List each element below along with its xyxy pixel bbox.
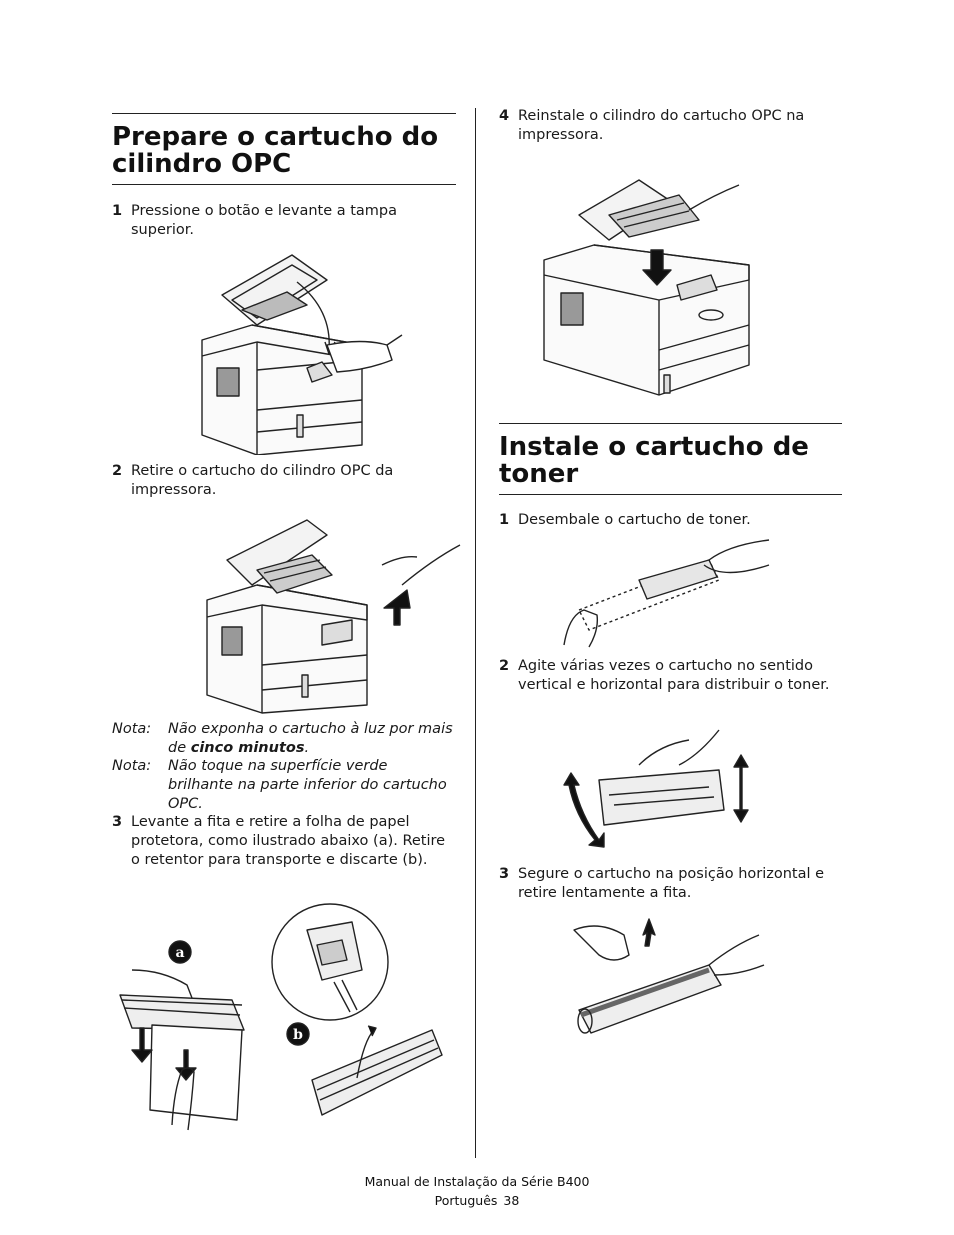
step-number: 1 bbox=[499, 512, 510, 528]
step-2-opc bbox=[112, 462, 456, 500]
note-green-surface bbox=[112, 757, 456, 814]
shake-toner-illustration bbox=[559, 725, 759, 850]
callout-b-label: b bbox=[293, 1027, 303, 1043]
step-text: Levante a fita e retire a folha de papel protetora, como ilustrado abaixo (a). Retire o retentor para transporte e discarte (b). bbox=[131, 814, 446, 868]
remove-drum-illustration bbox=[202, 515, 462, 715]
heading-line-2: cilindro OPC bbox=[112, 149, 292, 179]
printer-open-lid-illustration bbox=[197, 250, 467, 455]
step-text: Segure o cartucho na posição horizontal e retire lentamente a fita. bbox=[518, 866, 825, 901]
step-number: 3 bbox=[499, 866, 510, 882]
heading-line-1: Prepare o cartucho do bbox=[112, 122, 439, 152]
step-number: 4 bbox=[499, 108, 510, 124]
unpack-toner-illustration bbox=[559, 535, 779, 655]
step-number: 2 bbox=[112, 463, 123, 479]
heading-line-2: toner bbox=[499, 459, 579, 489]
step-3-toner bbox=[499, 865, 842, 903]
note-bold-text: cinco minutos bbox=[190, 740, 305, 756]
step-2-toner bbox=[499, 657, 842, 695]
protective-sheet-retainer-illustration bbox=[112, 900, 456, 1140]
step-text: Desembale o cartucho de toner. bbox=[518, 512, 751, 528]
footer-language: Português bbox=[434, 1193, 498, 1208]
step-1-opc bbox=[112, 202, 456, 240]
section-heading-toner bbox=[499, 423, 842, 495]
note-label: Nota: bbox=[112, 721, 152, 737]
note-text-after: . bbox=[304, 740, 310, 756]
step-1-toner bbox=[499, 511, 842, 530]
section-heading-opc bbox=[112, 113, 456, 185]
reinstall-drum-illustration bbox=[539, 175, 799, 400]
callout-a-label: a bbox=[175, 945, 185, 961]
remove-tape-illustration bbox=[569, 915, 769, 1040]
step-text: Pressione o botão e levante a tampa superior. bbox=[131, 203, 398, 238]
note-text-before: Não exponha o cartucho à luz por mais de bbox=[168, 721, 453, 756]
note-label: Nota: bbox=[112, 758, 152, 774]
step-number: 2 bbox=[499, 658, 510, 674]
step-3-opc bbox=[112, 813, 456, 870]
page-title-toner bbox=[499, 434, 842, 488]
footer-page-info bbox=[0, 1191, 954, 1211]
note-light-exposure bbox=[112, 720, 456, 758]
note-text: Não toque na superfície verde brilhante na parte inferior do cartucho OPC. bbox=[168, 758, 447, 812]
footer-page-number: 38 bbox=[503, 1193, 520, 1208]
page-title-opc bbox=[112, 124, 456, 178]
step-number: 3 bbox=[112, 814, 123, 830]
step-text: Reinstale o cilindro do cartucho OPC na impressora. bbox=[518, 108, 805, 143]
heading-line-1: Instale o cartucho de bbox=[499, 432, 809, 462]
step-text: Agite várias vezes o cartucho no sentido vertical e horizontal para distribuir o toner. bbox=[518, 658, 830, 693]
footer-manual-title: Manual de Instalação da Série B400 bbox=[364, 1174, 590, 1189]
step-number: 1 bbox=[112, 203, 123, 219]
column-divider bbox=[475, 108, 476, 1158]
step-text: Retire o cartucho do cilindro OPC da impressora. bbox=[131, 463, 394, 498]
step-4-opc bbox=[499, 107, 842, 145]
